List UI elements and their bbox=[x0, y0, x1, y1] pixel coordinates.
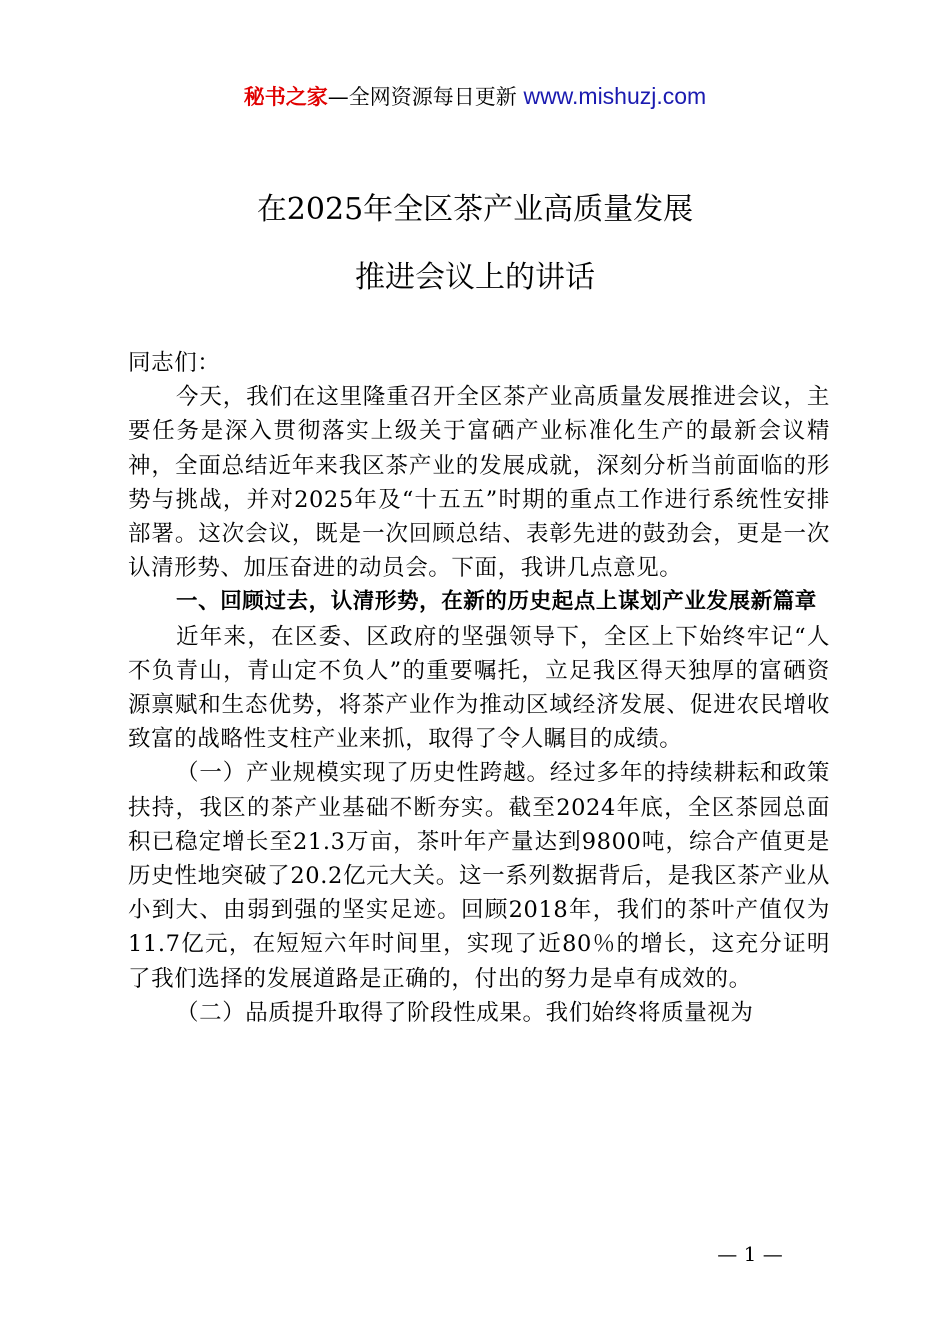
document-title-line-1: 在2025年全区茶产业高质量发展 bbox=[256, 192, 694, 227]
page-number: — 1 — bbox=[717, 1242, 783, 1266]
salutation: 同志们： bbox=[128, 350, 221, 376]
paragraph-review: 近年来，在区委、区政府的坚强领导下，全区上下始终牢记“人不负青山，青山定不负人”的重要嘱托，立足我区得天独厚的富硒资源禀赋和生态优势，将茶产业作为推动区域经济发展、促进农民增收致富的战略性支柱产业来抓，取得了令人瞩目的成绩。 bbox=[128, 623, 830, 753]
document-title-line-2: 推进会议上的讲话 bbox=[355, 260, 595, 295]
header-tagline: —全网资源每日更新 bbox=[327, 85, 517, 109]
section-heading-1: 一、回顾过去，认清形势，在新的历史起点上谋划产业发展新篇章 bbox=[176, 589, 817, 615]
paragraph-quality: （二）品质提升取得了阶段性成果。我们始终将质量视为 bbox=[176, 999, 754, 1026]
site-url-link[interactable]: www.mishuzj.com bbox=[523, 83, 707, 109]
brand-name: 秘书之家 bbox=[243, 85, 328, 109]
document-body bbox=[128, 346, 830, 1030]
site-header bbox=[0, 80, 950, 113]
paragraph-intro: 今天，我们在这里隆重召开全区茶产业高质量发展推进会议，主要任务是深入贯彻落实上级关于富硒产业标准化生产的最新会议精神，全面总结近年来我区茶产业的发展成就，深刻分析当前面临的形势与挑战，并对2025年及“十五五”时期的重点工作进行系统性安排部署。这次会议，既是一次回顾总结、表彰先进的鼓劲会，更是一次认清形势、加压奋进的动员会。下面，我讲几点意见。 bbox=[128, 384, 830, 582]
paragraph-scale: （一）产业规模实现了历史性跨越。经过多年的持续耕耘和政策扶持，我区的茶产业基础不断夯实。截至2024年底，全区茶园总面积已稳定增长至21.3万亩，茶叶年产量达到9800吨，综合产值更是历史性地突破了20.2亿元大关。这一系列数据背后，是我区茶产业从小到大、由弱到强的坚实足迹。回顾2018年，我们的茶叶产值仅为11.7亿元，在短短六年时间里，实现了近80％的增长，这充分证明了我们选择的发展道路是正确的，付出的努力是卓有成效的。 bbox=[128, 760, 830, 992]
